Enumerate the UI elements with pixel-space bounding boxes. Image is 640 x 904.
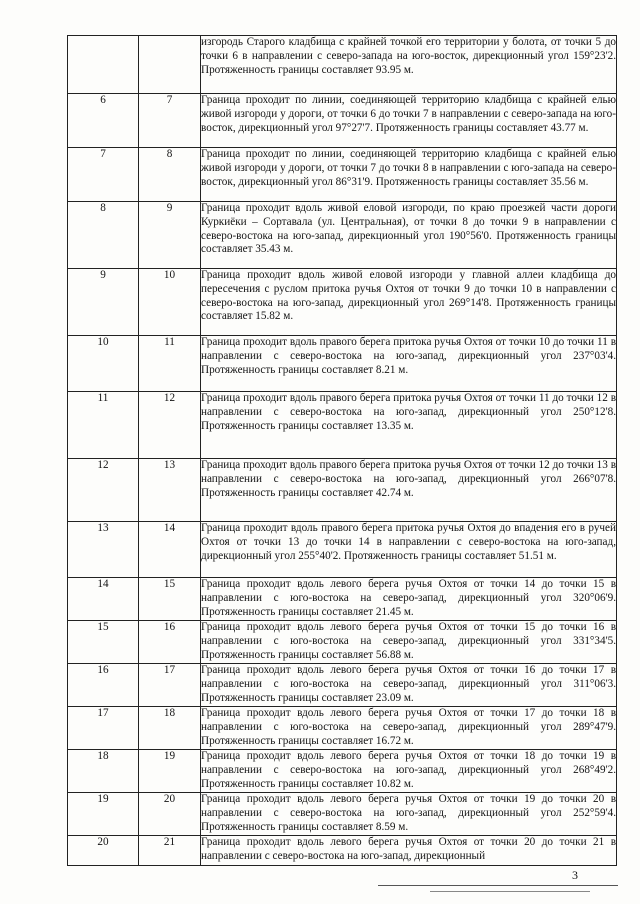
point-to-cell: 8 [139, 148, 201, 202]
table-row [68, 148, 617, 202]
boundary-description-cell: Граница проходит вдоль левого берега ручья Охтоя от точки 19 до точки 20 в направлении с северо-востока на юго-запад, дирекционный угол 252°59'4. Протяженность границы составляет 8.59 м. [201, 793, 617, 836]
boundary-description-cell: Граница проходит вдоль левого берега ручья Охтоя от точки 16 до точки 17 в направлении с юго-востока на северо-запад, дирекционный угол 311°06'3. Протяженность границы составляет 23.09 м. [201, 664, 617, 707]
point-to-cell: 13 [139, 459, 201, 522]
table-row [68, 202, 617, 269]
boundary-description-cell: изгородь Старого кладбища с крайней точкой его территории у болота, от точки 5 до точки 6 в направлении с северо-запада на юго-восток, дирекционный угол 159°23'2. Протяженность границы составляет 93.95 м. [201, 36, 617, 94]
point-to-cell: 20 [139, 793, 201, 836]
point-from-cell: 16 [68, 664, 139, 707]
point-from-cell: 13 [68, 522, 139, 578]
table-row [68, 664, 617, 707]
boundary-description-cell: Граница проходит вдоль живой еловой изгороди у главной аллеи кладбища до пересечения с руслом притока ручья Охтоя от точки 9 до точки 10 в направлении с северо-востока на юго-запад, дирекционный угол 269°14'8. Протяженность границы составляет 15.82 м. [201, 269, 617, 336]
point-from-cell: 9 [68, 269, 139, 336]
boundary-description-cell: Граница проходит вдоль левого берега ручья Охтоя от точки 14 до точки 15 в направлении с юго-востока на северо-запад, дирекционный угол 320°06'9. Протяженность границы составляет 21.45 м. [201, 578, 617, 621]
footer-rule-secondary [430, 891, 590, 892]
table-row [68, 94, 617, 148]
point-from-cell: 14 [68, 578, 139, 621]
boundary-description-cell: Граница проходит вдоль правого берега притока ручья Охтоя от точки 11 до точки 12 в направлении с северо-востока на юго-запад, дирекционный угол 250°12'8. Протяженность границы составляет 13.35 м. [201, 392, 617, 459]
table-row [68, 621, 617, 664]
point-to-cell: 18 [139, 707, 201, 750]
boundary-description-cell: Граница проходит по линии, соединяющей территорию кладбища с крайней елью живой изгороди у дороги, от точки 7 до точки 8 в направлении с юго-запада на северо-восток, дирекционный угол 86°31'9. Протяженность границы составляет 35.56 м. [201, 148, 617, 202]
table-row [68, 750, 617, 793]
point-to-cell: 19 [139, 750, 201, 793]
page-number: 3 [572, 868, 578, 882]
boundary-table [67, 35, 617, 866]
point-from-cell: 17 [68, 707, 139, 750]
point-to-cell: 14 [139, 522, 201, 578]
point-to-cell: 21 [139, 836, 201, 866]
table-row [68, 522, 617, 578]
table-row [68, 793, 617, 836]
point-from-cell: 15 [68, 621, 139, 664]
point-from-cell: 7 [68, 148, 139, 202]
point-from-cell: 10 [68, 336, 139, 392]
table-row [68, 269, 617, 336]
table-row [68, 336, 617, 392]
point-to-cell: 9 [139, 202, 201, 269]
point-from-cell: 19 [68, 793, 139, 836]
boundary-description-cell: Граница проходит вдоль левого берега ручья Охтоя от точки 15 до точки 16 в направлении с юго-востока на северо-запад, дирекционный угол 331°34'5. Протяженность границы составляет 56.88 м. [201, 621, 617, 664]
point-to-cell: 12 [139, 392, 201, 459]
point-to-cell [139, 36, 201, 94]
boundary-description-cell: Граница проходит вдоль левого берега ручья Охтоя от точки 17 до точки 18 в направлении с юго-востока на северо-запад, дирекционный угол 289°47'9. Протяженность границы составляет 16.72 м. [201, 707, 617, 750]
point-from-cell: 12 [68, 459, 139, 522]
table-row [68, 392, 617, 459]
point-to-cell: 11 [139, 336, 201, 392]
point-to-cell: 7 [139, 94, 201, 148]
boundary-description-cell: Граница проходит вдоль правого берега притока ручья Охтоя до впадения его в ручей Охтоя от точки 13 до точки 14 в направлении с северо-востока на юго-запад, дирекционный угол 255°40'2. Протяженность границы составляет 51.51 м. [201, 522, 617, 578]
point-to-cell: 17 [139, 664, 201, 707]
boundary-description-cell: Граница проходит вдоль левого берега ручья Охтоя от точки 18 до точки 19 в направлении с северо-востока на юго-запад, дирекционный угол 268°49'2. Протяженность границы составляет 10.82 м. [201, 750, 617, 793]
boundary-description-cell: Граница проходит вдоль левого берега ручья Охтоя от точки 20 до точки 21 в направлении с северо-востока на юго-запад, дирекционный [201, 836, 617, 866]
table-row [68, 36, 617, 94]
footer-rule [378, 885, 618, 886]
point-from-cell: 20 [68, 836, 139, 866]
table-row [68, 578, 617, 621]
table-row [68, 836, 617, 866]
point-from-cell: 18 [68, 750, 139, 793]
table-row [68, 707, 617, 750]
boundary-description-cell: Граница проходит вдоль правого берега притока ручья Охтоя от точки 12 до точки 13 в направлении с северо-востока на юго-запад, дирекционный угол 266°07'8. Протяженность границы составляет 42.74 м. [201, 459, 617, 522]
point-from-cell: 6 [68, 94, 139, 148]
point-from-cell [68, 36, 139, 94]
point-to-cell: 15 [139, 578, 201, 621]
boundary-description-cell: Граница проходит вдоль правого берега притока ручья Охтоя от точки 10 до точки 11 в направлении с северо-востока на юго-запад, дирекционный угол 237°03'4. Протяженность границы составляет 8.21 м. [201, 336, 617, 392]
boundary-description-cell: Граница проходит по линии, соединяющей территорию кладбища с крайней елью живой изгороди у дороги, от точки 6 до точки 7 в направлении с северо-запада на юго-восток, дирекционный угол 97°27'7. Протяженность границы составляет 43.77 м. [201, 94, 617, 148]
table-row [68, 459, 617, 522]
point-to-cell: 10 [139, 269, 201, 336]
point-from-cell: 8 [68, 202, 139, 269]
point-from-cell: 11 [68, 392, 139, 459]
boundary-description-cell: Граница проходит вдоль живой еловой изгороди, по краю проезжей части дороги Куркиёки – Сортавала (ул. Центральная), от точки 8 до точки 9 в направлении с северо-востока на юго-запад, дирекционный угол 190°56'0. Протяженность границы составляет 35.43 м. [201, 202, 617, 269]
boundary-table-body [68, 36, 617, 866]
point-to-cell: 16 [139, 621, 201, 664]
